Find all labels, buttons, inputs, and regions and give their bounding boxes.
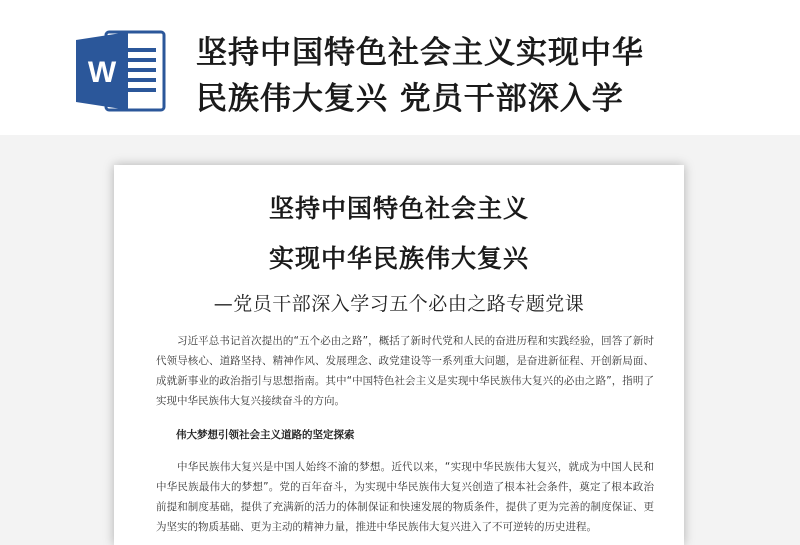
paragraph-1: 习近平总书记首次提出的“五个必由之路”，概括了新时代党和人民的奋进历程和实践经验，回答了新时代领导核心、道路坚持、精神作风、发展理念、政党建设等一系列重大问题，是奋进新征程、开创新局面、成就新事业的政治指引与思想指南。其中“中国特色社会主义是实现中华民族伟大复兴的必由之路”，指明了实现中华民族伟大复兴接续奋斗的方向。 bbox=[156, 335, 654, 407]
word-icon bbox=[76, 28, 168, 114]
section-heading: 伟大梦想引领社会主义道路的坚定探索 bbox=[176, 429, 355, 441]
document-title-line-2: 实现中华民族伟大复兴 bbox=[268, 244, 529, 273]
document-title-line-1: 坚持中国特色社会主义 bbox=[268, 194, 529, 223]
document-subtitle: —党员干部深入学习五个必由之路专题党课 bbox=[213, 293, 585, 315]
page-title-line-1: 坚持中国特色社会主义实现中华 bbox=[196, 35, 644, 71]
document-page-preview bbox=[114, 165, 684, 545]
paragraph-2: 中华民族伟大复兴是中国人始终不渝的梦想。近代以来，“实现中华民族伟大复兴，就成为中国人民和中华民族最伟大的梦想”。党的百年奋斗，为实现中华民族伟大复兴创造了根本社会条件，奠定了根本政治前提和制度基础，提供了充满新的活力的体制保证和快速发展的物质条件，提供了更为完善的制度保证、更为坚实的物质基础、更为主动的精神力量，推进中华民族伟大复兴进入了不可逆转的历史进程。 bbox=[156, 461, 654, 533]
word-icon-letter: W bbox=[87, 56, 117, 89]
page-title bbox=[196, 30, 786, 122]
preview-header bbox=[0, 0, 800, 135]
page-title-line-2: 民族伟大复兴 党员干部深入学 bbox=[196, 81, 624, 117]
